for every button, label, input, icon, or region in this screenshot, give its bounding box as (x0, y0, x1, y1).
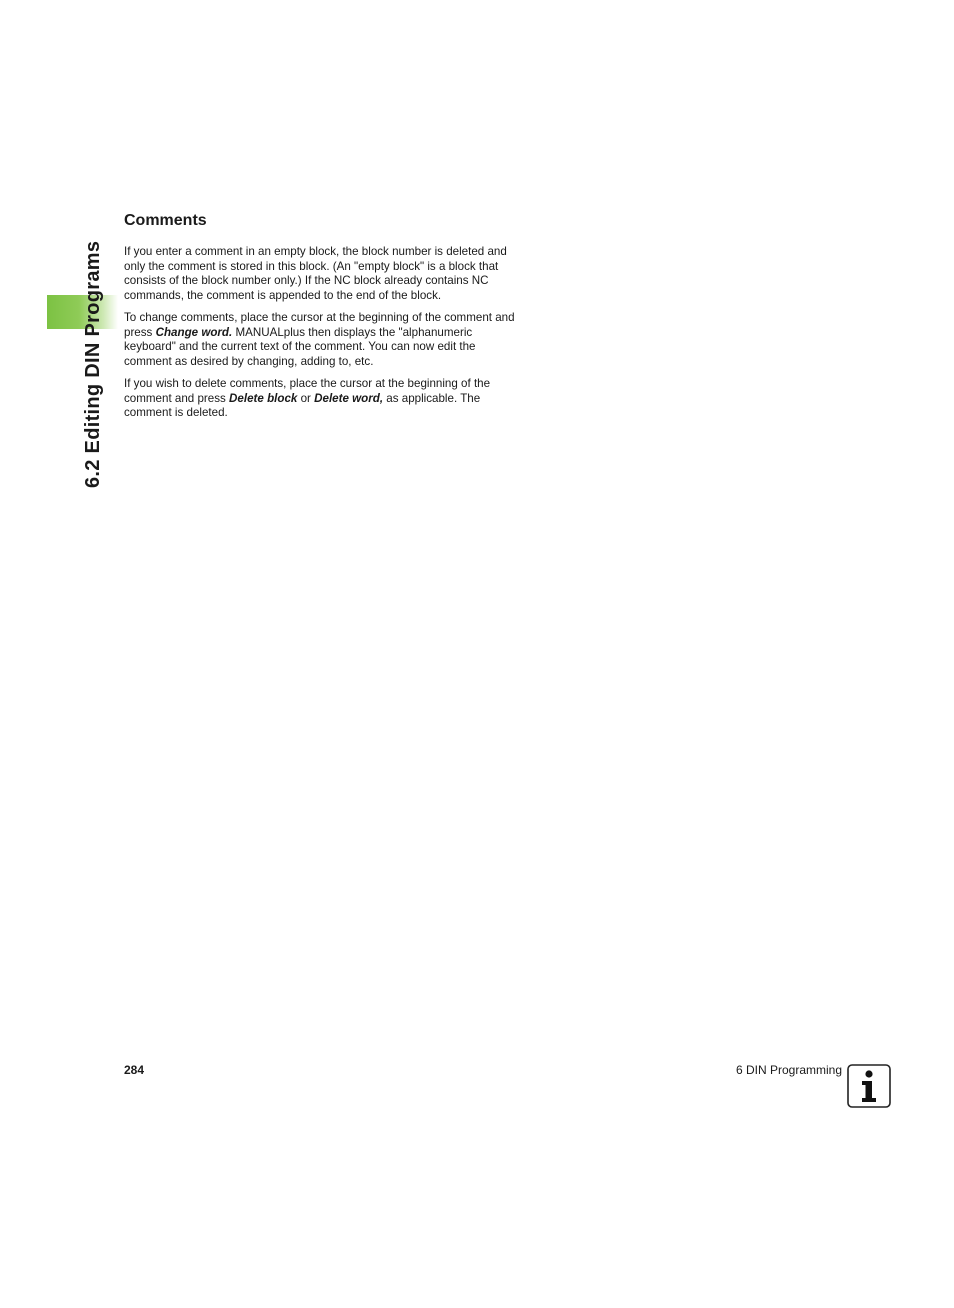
page-number: 284 (124, 1063, 145, 1077)
paragraph-empty-block: If you enter a comment in an empty block, the block number is deleted and only the comment is stored in this block. (An "empty block" is a block that consists of the block number only.) If the NC block already contains NC commands, the comment is appended to the end of the block. (124, 245, 507, 302)
footer-chapter-title: 6 DIN Programming (735, 1063, 842, 1077)
softkey-delete-block: Delete block (229, 391, 298, 405)
paragraph-change-comments: To change comments, place the cursor at the beginning of the comment and press Change word. MANUALplus then displays the "alphanumeric keyboard" and the current text of the comment. You can now edit the comment as desired by changing, adding to, etc. (124, 311, 515, 368)
info-icon (847, 1064, 891, 1108)
section-side-title: 6.2 Editing DIN Programs (82, 240, 104, 488)
softkey-delete-word: Delete word, (314, 391, 384, 405)
section-heading: Comments (124, 212, 207, 229)
main-content (124, 211, 524, 429)
paragraph-delete-comments: If you wish to delete comments, place the cursor at the beginning of the comment and press Delete block or Delete word, as applicable. The comment is deleted. (124, 377, 491, 419)
softkey-change-word: Change word. (155, 325, 233, 339)
